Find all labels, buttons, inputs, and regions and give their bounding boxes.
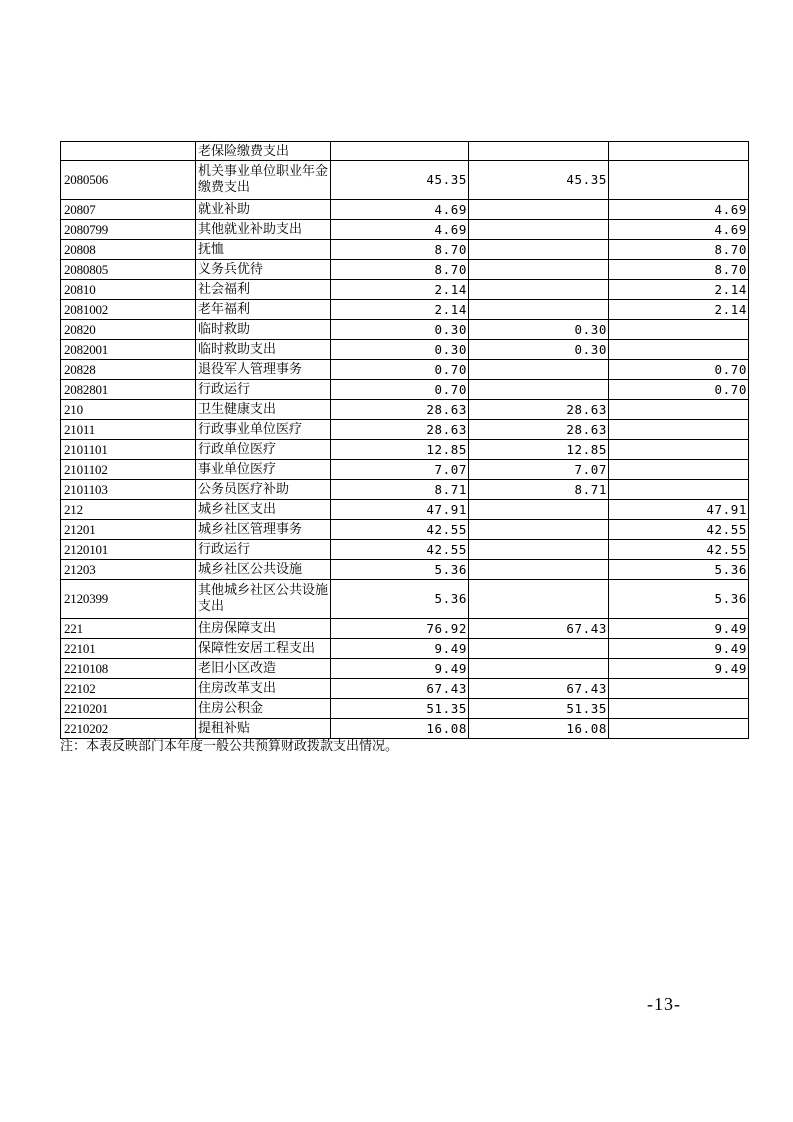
total-amount-cell: 51.35 — [331, 699, 469, 719]
table-row — [61, 699, 749, 719]
basic-expenditure-cell: 0.30 — [469, 340, 609, 360]
subject-code-cell: 2080799 — [61, 220, 196, 240]
table-row — [61, 200, 749, 220]
subject-name-cell: 住房改革支出 — [196, 679, 331, 699]
project-expenditure-cell: 8.70 — [609, 260, 749, 280]
basic-expenditure-cell: 0.30 — [469, 320, 609, 340]
subject-code-cell: 2120399 — [61, 580, 196, 619]
subject-code-cell: 210 — [61, 400, 196, 420]
subject-code-cell: 2210108 — [61, 659, 196, 679]
project-expenditure-cell: 8.70 — [609, 240, 749, 260]
basic-expenditure-cell: 67.43 — [469, 679, 609, 699]
subject-name-cell: 其他就业补助支出 — [196, 220, 331, 240]
project-expenditure-cell — [609, 440, 749, 460]
subject-name-cell: 城乡社区公共设施 — [196, 560, 331, 580]
total-amount-cell: 47.91 — [331, 500, 469, 520]
total-amount-cell: 0.70 — [331, 360, 469, 380]
total-amount-cell: 9.49 — [331, 639, 469, 659]
table-row — [61, 520, 749, 540]
table-body — [61, 142, 749, 739]
table-row — [61, 619, 749, 639]
subject-name-cell: 临时救助支出 — [196, 340, 331, 360]
basic-expenditure-cell — [469, 220, 609, 240]
table-row — [61, 340, 749, 360]
subject-name-cell: 抚恤 — [196, 240, 331, 260]
subject-name-cell: 临时救助 — [196, 320, 331, 340]
project-expenditure-cell: 4.69 — [609, 220, 749, 240]
project-expenditure-cell: 9.49 — [609, 619, 749, 639]
basic-expenditure-cell — [469, 360, 609, 380]
table-row — [61, 420, 749, 440]
project-expenditure-cell — [609, 719, 749, 739]
basic-expenditure-cell — [469, 280, 609, 300]
subject-name-cell: 公务员医疗补助 — [196, 480, 331, 500]
project-expenditure-cell — [609, 460, 749, 480]
subject-name-cell: 退役军人管理事务 — [196, 360, 331, 380]
basic-expenditure-cell — [469, 639, 609, 659]
basic-expenditure-cell: 8.71 — [469, 480, 609, 500]
subject-code-cell: 2210201 — [61, 699, 196, 719]
project-expenditure-cell — [609, 699, 749, 719]
table-row — [61, 400, 749, 420]
total-amount-cell: 5.36 — [331, 580, 469, 619]
total-amount-cell — [331, 142, 469, 161]
subject-name-cell: 机关事业单位职业年金缴费支出 — [196, 161, 331, 200]
subject-name-cell: 行政运行 — [196, 380, 331, 400]
subject-code-cell: 22101 — [61, 639, 196, 659]
subject-name-cell: 老保险缴费支出 — [196, 142, 331, 161]
total-amount-cell: 9.49 — [331, 659, 469, 679]
total-amount-cell: 2.14 — [331, 300, 469, 320]
total-amount-cell: 8.70 — [331, 260, 469, 280]
table-row — [61, 480, 749, 500]
total-amount-cell: 16.08 — [331, 719, 469, 739]
total-amount-cell: 45.35 — [331, 161, 469, 200]
subject-name-cell: 事业单位医疗 — [196, 460, 331, 480]
basic-expenditure-cell — [469, 260, 609, 280]
project-expenditure-cell: 0.70 — [609, 380, 749, 400]
basic-expenditure-cell — [469, 659, 609, 679]
project-expenditure-cell: 9.49 — [609, 639, 749, 659]
total-amount-cell: 5.36 — [331, 560, 469, 580]
table-row — [61, 540, 749, 560]
project-expenditure-cell: 42.55 — [609, 520, 749, 540]
basic-expenditure-cell — [469, 300, 609, 320]
project-expenditure-cell: 0.70 — [609, 360, 749, 380]
project-expenditure-cell: 2.14 — [609, 300, 749, 320]
subject-code-cell: 20828 — [61, 360, 196, 380]
basic-expenditure-cell: 12.85 — [469, 440, 609, 460]
subject-code-cell: 22102 — [61, 679, 196, 699]
table-row — [61, 380, 749, 400]
project-expenditure-cell: 5.36 — [609, 560, 749, 580]
total-amount-cell: 76.92 — [331, 619, 469, 639]
project-expenditure-cell — [609, 400, 749, 420]
project-expenditure-cell — [609, 320, 749, 340]
subject-code-cell: 21203 — [61, 560, 196, 580]
table-row — [61, 300, 749, 320]
basic-expenditure-cell — [469, 500, 609, 520]
subject-name-cell: 住房保障支出 — [196, 619, 331, 639]
project-expenditure-cell — [609, 480, 749, 500]
subject-code-cell: 2081002 — [61, 300, 196, 320]
subject-code-cell: 20808 — [61, 240, 196, 260]
total-amount-cell: 8.71 — [331, 480, 469, 500]
budget-expenditure-table — [60, 141, 749, 739]
basic-expenditure-cell: 28.63 — [469, 420, 609, 440]
subject-name-cell: 行政运行 — [196, 540, 331, 560]
subject-code-cell: 2082801 — [61, 380, 196, 400]
project-expenditure-cell: 42.55 — [609, 540, 749, 560]
total-amount-cell: 4.69 — [331, 220, 469, 240]
table-row — [61, 320, 749, 340]
subject-code-cell: 212 — [61, 500, 196, 520]
total-amount-cell: 7.07 — [331, 460, 469, 480]
subject-code-cell: 2101102 — [61, 460, 196, 480]
table-row — [61, 500, 749, 520]
subject-name-cell: 社会福利 — [196, 280, 331, 300]
project-expenditure-cell: 2.14 — [609, 280, 749, 300]
table-row — [61, 240, 749, 260]
total-amount-cell: 28.63 — [331, 420, 469, 440]
subject-name-cell: 老旧小区改造 — [196, 659, 331, 679]
table-row — [61, 360, 749, 380]
table-row — [61, 161, 749, 200]
subject-name-cell: 卫生健康支出 — [196, 400, 331, 420]
basic-expenditure-cell: 45.35 — [469, 161, 609, 200]
basic-expenditure-cell — [469, 380, 609, 400]
table-row — [61, 440, 749, 460]
subject-code-cell: 20820 — [61, 320, 196, 340]
subject-name-cell: 就业补助 — [196, 200, 331, 220]
total-amount-cell: 8.70 — [331, 240, 469, 260]
subject-name-cell: 住房公积金 — [196, 699, 331, 719]
project-expenditure-cell — [609, 340, 749, 360]
project-expenditure-cell: 5.36 — [609, 580, 749, 619]
basic-expenditure-cell: 67.43 — [469, 619, 609, 639]
subject-code-cell — [61, 142, 196, 161]
subject-name-cell: 行政事业单位医疗 — [196, 420, 331, 440]
subject-code-cell: 2080805 — [61, 260, 196, 280]
project-expenditure-cell — [609, 142, 749, 161]
subject-name-cell: 城乡社区支出 — [196, 500, 331, 520]
subject-code-cell: 20807 — [61, 200, 196, 220]
subject-name-cell: 老年福利 — [196, 300, 331, 320]
table-row — [61, 460, 749, 480]
table-row — [61, 560, 749, 580]
subject-code-cell: 21011 — [61, 420, 196, 440]
subject-code-cell: 21201 — [61, 520, 196, 540]
basic-expenditure-cell: 16.08 — [469, 719, 609, 739]
subject-name-cell: 其他城乡社区公共设施支出 — [196, 580, 331, 619]
total-amount-cell: 12.85 — [331, 440, 469, 460]
subject-name-cell: 义务兵优待 — [196, 260, 331, 280]
table-row — [61, 260, 749, 280]
subject-code-cell: 2210202 — [61, 719, 196, 739]
total-amount-cell: 0.30 — [331, 340, 469, 360]
total-amount-cell: 67.43 — [331, 679, 469, 699]
basic-expenditure-cell — [469, 200, 609, 220]
subject-name-cell: 提租补贴 — [196, 719, 331, 739]
table-row-continued — [61, 142, 749, 161]
basic-expenditure-cell — [469, 142, 609, 161]
subject-name-cell: 保障性安居工程支出 — [196, 639, 331, 659]
project-expenditure-cell: 4.69 — [609, 200, 749, 220]
project-expenditure-cell — [609, 161, 749, 200]
total-amount-cell: 42.55 — [331, 520, 469, 540]
subject-code-cell: 20810 — [61, 280, 196, 300]
total-amount-cell: 4.69 — [331, 200, 469, 220]
subject-code-cell: 2101101 — [61, 440, 196, 460]
project-expenditure-cell: 47.91 — [609, 500, 749, 520]
table-row — [61, 280, 749, 300]
total-amount-cell: 0.30 — [331, 320, 469, 340]
basic-expenditure-cell — [469, 520, 609, 540]
total-amount-cell: 0.70 — [331, 380, 469, 400]
subject-code-cell: 221 — [61, 619, 196, 639]
subject-code-cell: 2101103 — [61, 480, 196, 500]
subject-code-cell: 2082001 — [61, 340, 196, 360]
table-row — [61, 679, 749, 699]
subject-code-cell: 2080506 — [61, 161, 196, 200]
table-row — [61, 220, 749, 240]
table-row — [61, 639, 749, 659]
basic-expenditure-cell: 7.07 — [469, 460, 609, 480]
subject-name-cell: 行政单位医疗 — [196, 440, 331, 460]
total-amount-cell: 28.63 — [331, 400, 469, 420]
project-expenditure-cell — [609, 679, 749, 699]
basic-expenditure-cell: 51.35 — [469, 699, 609, 719]
basic-expenditure-cell — [469, 560, 609, 580]
table-footnote: 注：本表反映部门本年度一般公共预算财政拨款支出情况。 — [60, 739, 399, 754]
basic-expenditure-cell — [469, 540, 609, 560]
basic-expenditure-cell: 28.63 — [469, 400, 609, 420]
subject-code-cell: 2120101 — [61, 540, 196, 560]
total-amount-cell: 2.14 — [331, 280, 469, 300]
basic-expenditure-cell — [469, 580, 609, 619]
project-expenditure-cell — [609, 420, 749, 440]
table-row — [61, 659, 749, 679]
table-row — [61, 719, 749, 739]
basic-expenditure-cell — [469, 240, 609, 260]
subject-name-cell: 城乡社区管理事务 — [196, 520, 331, 540]
project-expenditure-cell: 9.49 — [609, 659, 749, 679]
table-row — [61, 580, 749, 619]
total-amount-cell: 42.55 — [331, 540, 469, 560]
page-number: -13- — [647, 994, 681, 1014]
